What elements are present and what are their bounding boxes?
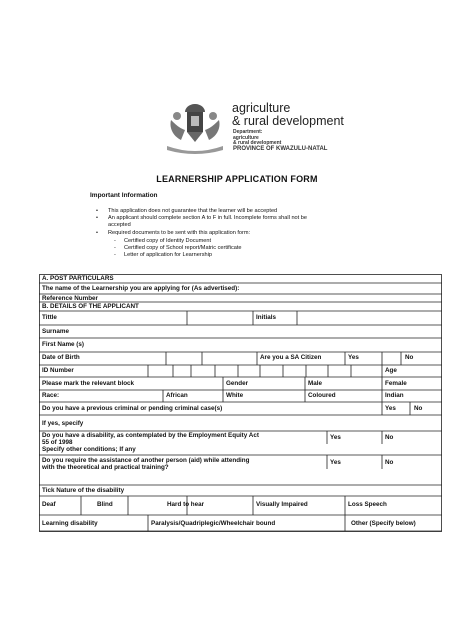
dept-line: agriculture [233,134,259,141]
assistance-question-label: Do you require the assistance of another person (aid) while attending [42,457,250,464]
white-label: White [226,392,244,399]
info-bullet: • This application does not guarantee that the learner will be accepted [96,208,278,214]
disability-question-label: 55 of 1998 [42,439,73,446]
post-name-label: The name of the Learnership you are applying for (As advertised): [42,285,240,292]
id-number-label: ID Number [42,367,74,374]
deaf-label: Deaf [42,501,56,508]
other-specify-label: Other (Specify below) [351,520,416,527]
application-form-table [39,274,442,532]
coloured-label: Coloured [308,392,336,399]
sa-citizen-yes-label: Yes [348,354,359,361]
hard-to-hear-label: Hard to hear [167,501,205,508]
info-bullet: • Required documents to be sent with this application form: [96,230,251,236]
required-document: - Letter of application for Learnership [114,252,213,258]
specify-other-label: Specify other conditions; If any [42,446,136,453]
section-a-heading: A. POST PARTICULARS [42,275,114,282]
criminal-yes-label: Yes [385,405,396,412]
assistance-yes-label: Yes [330,459,341,466]
relevant-block-label: Please mark the relevant block [42,380,135,387]
paralysis-label: Paralysis/Quadriplegic/Wheelchair bound [151,520,276,527]
org-name-line-2: & rural development [232,114,344,128]
criminal-no-label: No [414,405,423,412]
info-bullet: • An applicant should complete section A to F in full. Incomplete forms shall not be [96,215,307,221]
african-label: African [166,392,188,399]
required-document: - Certified copy of School report/Matric certificate [114,245,242,251]
dept-line: Department: [233,129,263,135]
gender-label: Gender [226,380,249,387]
form-title: LEARNERSHIP APPLICATION FORM [156,174,318,184]
indian-label: Indian [385,392,404,399]
required-document: - Certified copy of Identity Document [114,238,212,244]
dept-line: & rural development [233,140,282,146]
org-name-line-1: agriculture [232,101,291,115]
sa-citizen-no-label: No [405,354,414,361]
loss-speech-label: Loss Speech [348,501,387,508]
learning-disability-label: Learning disability [42,520,98,527]
reference-number-label: Reference Number [42,295,98,302]
assistance-question-label: with the theoretical and practical training? [42,464,169,471]
tick-nature-label: Tick Nature of the disability [42,487,125,494]
assistance-no-label: No [385,459,394,466]
provincial-crest-logo [163,100,227,156]
dob-label: Date of Birth [42,354,80,361]
province-name: PROVINCE OF KWAZULU-NATAL [233,145,328,152]
disability-question-label: Do you have a disability, as contemplated by the Employment Equity Act [42,432,259,439]
blind-label: Blind [97,501,113,508]
race-label: Race: [42,392,60,399]
initials-label: Initials [256,314,276,321]
female-label: Female [385,380,407,387]
criminal-case-label: Do you have a previous criminal or pending criminal case(s) [42,405,223,412]
important-heading: Important Information [90,192,158,199]
section-b-heading: B. DETAILS OF THE APPLICANT [42,303,139,310]
first-name-label: First Name (s) [42,341,84,348]
surname-label: Surname [42,328,69,335]
sa-citizen-label: Are you a SA Citizen [260,354,322,361]
info-bullet-continuation: accepted [108,222,131,228]
disability-yes-label: Yes [330,434,341,441]
department-block [233,130,327,152]
title-label: Tittle [42,314,57,321]
male-label: Male [308,380,322,387]
disability-no-label: No [385,434,394,441]
if-yes-specify-label: If yes, specify [42,420,84,427]
age-label: Age [385,367,397,374]
visually-impaired-label: Visually Impaired [256,501,308,508]
